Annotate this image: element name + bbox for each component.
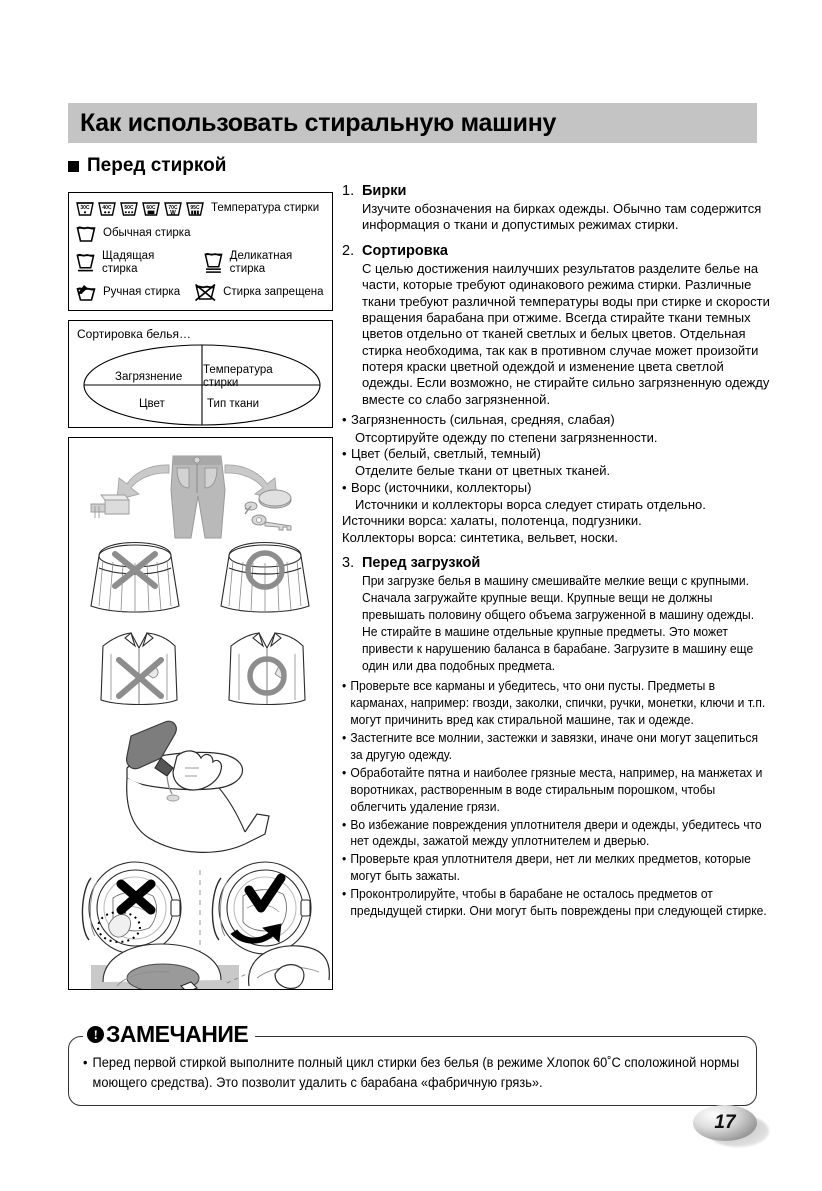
skirt-zipper-comparison-illustration: [91, 543, 309, 614]
legend-temperature-label: Температура стирки: [211, 202, 320, 215]
page-title: Как использовать стиральную машину: [80, 108, 557, 137]
bullet-dot-icon: •: [342, 730, 347, 746]
step-1-number: 1.: [342, 183, 355, 199]
note-title-label: ЗАМЕЧАНИЕ: [106, 1021, 249, 1047]
step-2-bullet-list: [342, 412, 770, 546]
section-heading: [68, 155, 226, 177]
list-item-sub: Источники и коллекторы ворса следует стирать отдельно.: [355, 497, 706, 512]
bullet-dot-icon: •: [342, 412, 347, 428]
gasket-inspection-illustration: [91, 944, 329, 989]
door-seal-comparison-illustration: [82, 862, 311, 958]
list-item: [342, 730, 770, 764]
step-3-body: При загрузке белья в машину смешивайте мелкие вещи с крупными. Сначала загружайте крупные вещи. Крупные вещи не должны превышать половину общего объема загруженной в машину одежды. Не стирайте в машине отдельные крупные предметы. Это может привести к нарушению баланса в барабане. Загрузите в машину еще один или два подобных предмета.: [362, 573, 755, 673]
list-item: [342, 886, 770, 920]
legend-gentle-wash-label: Щадящая стирка: [101, 250, 155, 275]
step-2-title: Сортировка: [362, 242, 448, 259]
list-item-text: Цвет (белый, светлый, темный): [351, 445, 541, 461]
illustrations-panel: [68, 437, 333, 990]
care-symbols-legend-panel: [68, 192, 333, 311]
step-1-body: Изучите обозначения на бирках одежды. Обычно там содержится информация о ткани и допустимых режимах стирки.: [362, 201, 762, 233]
legend-no-wash-group: [194, 282, 323, 302]
wash-tub-one-bar-icon: [75, 251, 96, 274]
no-wash-crossed-tub-icon: [194, 282, 217, 302]
exclamation-circle-icon: !: [87, 1026, 104, 1043]
list-item-sub: Отсортируйте одежду по степени загрязненности.: [355, 429, 658, 445]
page-badge-ellipse: [693, 1105, 757, 1141]
legend-delicate-group: [203, 250, 326, 275]
sorting-cell-soiling: Загрязнение: [115, 371, 183, 384]
legend-row-normal-wash: [75, 224, 326, 243]
temperature-symbols-group: [75, 200, 205, 217]
wash-tub-icon: [75, 224, 97, 243]
sorting-cell-temperature: Температура стирки: [203, 364, 273, 390]
sorting-cell-color: Цвет: [139, 398, 165, 411]
note-bullet-text: Перед первой стиркой выполните полный цикл стирки без белья (в режиме Хлопок 60˚С сположиной нормы моющего средства). Это позволит удалить с барабана «фабричную грязь».: [92, 1055, 740, 1090]
page-number-label: 17: [714, 1112, 736, 1133]
svg-text:40C: 40C: [102, 205, 112, 211]
legend-normal-wash-label: Обычная стирка: [103, 227, 191, 240]
svg-text:50C: 50C: [124, 205, 134, 211]
note-title: [83, 1021, 255, 1048]
bullet-dot-icon: •: [342, 851, 347, 867]
sorting-diagram-panel: [68, 320, 333, 428]
step-2-heading: [342, 243, 770, 259]
list-item: [342, 678, 770, 729]
list-item: [342, 817, 770, 851]
preparation-illustrations: [69, 438, 332, 989]
step-1-heading: [342, 183, 770, 199]
note-body: [83, 1053, 748, 1092]
list-item: [342, 446, 770, 462]
instructions-column: [342, 183, 770, 921]
bullet-dot-icon: •: [342, 678, 347, 694]
step-1-title: Бирки: [362, 183, 407, 199]
svg-text:60C: 60C: [146, 205, 156, 211]
step-3-bullet-list: [342, 678, 770, 919]
step-3-title: Перед загрузкой: [362, 555, 481, 572]
list-item: [342, 412, 770, 428]
svg-text:30C: 30C: [80, 205, 90, 211]
wash-tub-30c-icon: [75, 200, 95, 217]
list-item-text: Обработайте пятна и наиболее грязные места, например, на манжетах и воротниках, растворенным в воде стиральным порошком, чтобы облегчить удаление грязи.: [350, 764, 763, 814]
sorting-cell-fabric-type: Тип ткани: [207, 398, 260, 411]
list-item-text: Застегните все молнии, застежки и завязки, иначе они могут зацепиться за другую одежду.: [350, 730, 759, 763]
list-item-plain: Коллекторы ворса: синтетика, вельвет, носки.: [342, 529, 619, 545]
svg-text:70C: 70C: [168, 205, 178, 211]
square-bullet-icon: [68, 161, 79, 172]
legend-row-hand-nowash: [75, 282, 326, 302]
list-item: [342, 851, 770, 885]
bullet-dot-icon: •: [342, 445, 347, 461]
step-2-body: С целью достижения наилучших результатов разделите белье на части, которые требуют одинакового режима стирки. Различные ткани требуют различной температуры воды при стирке и скорости вращения барабана при отжиме. Всегда стирайте ткани темных цветов отдельно от тканей светлых и белых цветов. Отдельная стирка необходима, так как в противном случае может произойти потеря краски цветной одеждой и изменение цвета светлой одежды. Если возможно, не стирайте сильно загрязненную одежду вместе со слабо загрязненной.: [362, 260, 770, 407]
bullet-dot-icon: •: [342, 764, 347, 780]
step-2-number: 2.: [342, 242, 355, 259]
section-heading-label: Перед стиркой: [87, 155, 227, 176]
left-illustration-column: [68, 192, 333, 990]
bullet-dot-icon: •: [83, 1055, 88, 1070]
sorting-ellipse: [77, 343, 324, 427]
page-header-bar: [68, 103, 757, 143]
wash-tub-95c-icon: [185, 200, 205, 217]
stain-pretreatment-illustration: [127, 722, 269, 853]
svg-text:95C: 95C: [190, 205, 200, 211]
list-item: [83, 1053, 748, 1092]
trousers-empty-pockets-illustration: [91, 456, 291, 538]
list-item-text: Во избежание повреждения уплотнителя двери и одежды, убедитесь что нет одежды, зажатой между уплотнителем и дверью.: [350, 816, 762, 849]
bullet-dot-icon: •: [342, 816, 347, 832]
step-3-heading: [342, 555, 770, 571]
wash-tub-40c-icon: [97, 200, 117, 217]
legend-no-wash-label: Стирка запрещена: [223, 285, 324, 298]
step-3-number: 3.: [342, 555, 355, 572]
hand-wash-icon: [75, 283, 97, 302]
list-item-text: Загрязненность (сильная, средняя, слабая): [351, 412, 615, 428]
svg-text:W: W: [170, 210, 176, 217]
shirt-buttons-comparison-illustration: [101, 633, 305, 705]
wash-tub-50c-icon: [119, 200, 139, 217]
list-item: [342, 765, 770, 816]
list-item: [342, 480, 770, 496]
list-item-text: Проконтролируйте, чтобы в барабане не осталось предметов от предыдущей стирки. Они могут быть повреждены при следующей стирке.: [350, 886, 767, 919]
list-item-text: Ворс (источники, коллекторы): [351, 479, 532, 495]
list-item-text: Проверьте края уплотнителя двери, нет ли мелких предметов, которые могут быть зажаты.: [350, 851, 751, 884]
legend-hand-wash-label: Ручная стирка: [103, 285, 181, 298]
wash-tub-60c-icon: [141, 200, 161, 217]
legend-row-temperature: [75, 200, 326, 217]
list-item-plain: Источники ворса: халаты, полотенца, подгузники.: [342, 513, 642, 529]
sorting-diagram-caption: Сортировка белья…: [77, 327, 191, 342]
legend-row-gentle-delicate: [75, 250, 326, 275]
bullet-dot-icon: •: [342, 479, 347, 495]
page-number-badge: [693, 1105, 759, 1143]
note-section: [68, 1021, 757, 1106]
wash-tub-70c-icon: [163, 200, 183, 217]
bullet-dot-icon: •: [342, 886, 347, 902]
note-box: [68, 1021, 757, 1106]
wash-tub-two-bar-icon: [203, 250, 224, 275]
list-item-text: Проверьте все карманы и убедитесь, что они пусты. Предметы в карманах, например: гвозди, заколки, спички, ручки, монетки, ключи и т.п. могут причинить вред как стиральной машине, так и одежде.: [350, 678, 766, 728]
list-item-sub: Отделите белые ткани от цветных тканей.: [355, 463, 611, 479]
legend-delicate-wash-label: Деликатная стирка: [229, 250, 293, 275]
